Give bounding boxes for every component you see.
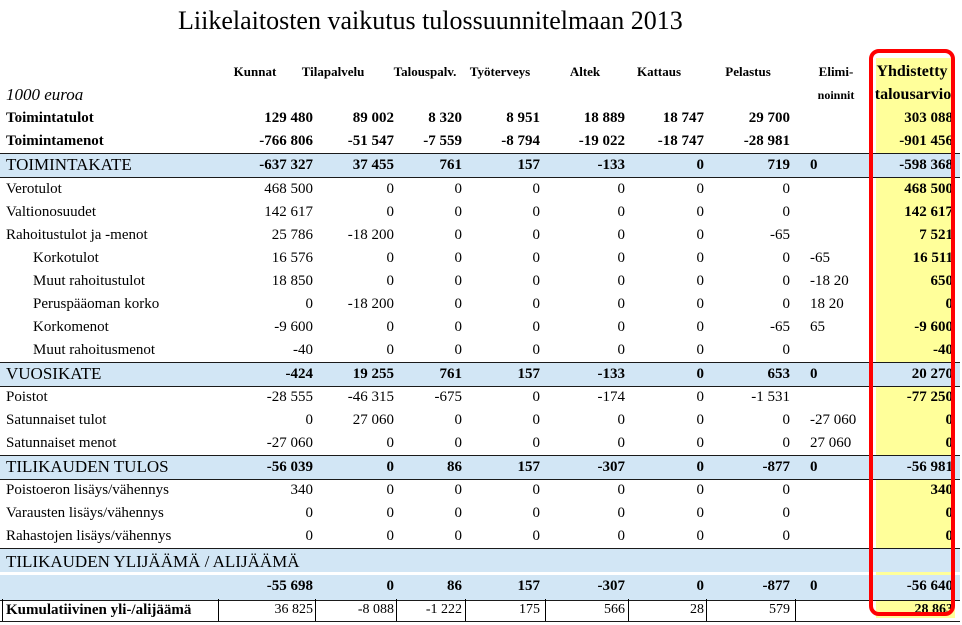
cell-kattaus: 0: [696, 296, 704, 312]
row-label: Rahoitustulot ja -menot: [6, 227, 148, 243]
cell-altek: 0: [617, 204, 625, 220]
table-row-muut-rahoitusmenot: [0, 339, 960, 362]
cell-talouspalv: 0: [454, 342, 462, 358]
unit-label: 1000 euroa: [6, 85, 84, 104]
cell-tilapalvelu: 27 060: [352, 412, 394, 428]
cell-kattaus: 0: [696, 273, 704, 289]
table-row-vuosikate: [0, 362, 960, 387]
cell-talouspalv: 0: [454, 227, 462, 243]
cell-kattaus: 0: [696, 342, 704, 358]
column-header-eliminoinnit: Elimi-: [818, 64, 854, 79]
cell-divider: [628, 599, 629, 621]
cell-tilapalvelu: 0: [386, 273, 394, 289]
cell-altek: 0: [617, 412, 625, 428]
cell-kattaus: 0: [696, 435, 704, 451]
cell-divider: [795, 599, 796, 621]
row-label: Peruspääoman korko: [33, 296, 160, 312]
cell-pelastus: -65: [770, 319, 790, 335]
cell-kattaus: 0: [696, 181, 704, 197]
cell-divider: [706, 599, 707, 621]
cell-talouspalv: 86: [447, 578, 462, 594]
cell-pelastus: 0: [782, 528, 790, 544]
cell-pelastus: -877: [762, 459, 790, 475]
cell-tilapalvelu: 0: [386, 482, 394, 498]
table-row-satunnaiset-menot: [0, 432, 960, 455]
cell-kunnat: 36 825: [274, 602, 313, 617]
cell-pelastus: 0: [782, 505, 790, 521]
cell-kattaus: 0: [696, 227, 704, 243]
column-header-altek: Altek: [569, 64, 601, 79]
cell-altek: 18 889: [583, 110, 625, 126]
cell-altek: -307: [597, 578, 625, 594]
cell-tilapalvelu: 0: [386, 505, 394, 521]
cell-altek: 0: [617, 435, 625, 451]
row-label: VUOSIKATE: [6, 364, 102, 383]
cell-yhdistetty: -40: [933, 342, 953, 358]
cell-kattaus: 0: [696, 482, 704, 498]
cell-altek: 0: [617, 342, 625, 358]
cell-yhdistetty: -56 981: [906, 459, 953, 475]
table-row-poistot: [0, 386, 960, 410]
cell-kattaus: 0: [696, 505, 704, 521]
cell-tyoterveys: 8 951: [506, 110, 540, 126]
cell-kattaus: 0: [696, 157, 704, 173]
cell-altek: 0: [617, 319, 625, 335]
cell-pelastus: 29 700: [748, 110, 790, 126]
cell-yhdistetty: 0: [945, 505, 953, 521]
cell-tyoterveys: 0: [532, 389, 540, 405]
cell-pelastus: 719: [767, 157, 790, 173]
cell-pelastus: 0: [782, 412, 790, 428]
table-row-poistoeron-lisays: [0, 479, 960, 503]
cell-pelastus: -28 981: [743, 133, 790, 149]
cell-tyoterveys: 0: [532, 296, 540, 312]
cell-talouspalv: 86: [447, 459, 462, 475]
cell-yhdistetty: -56 640: [906, 578, 953, 594]
cell-kunnat: -28 555: [266, 389, 313, 405]
cell-kunnat: -424: [285, 366, 313, 382]
cell-kunnat: -766 806: [259, 133, 313, 149]
cell-divider: [396, 599, 397, 621]
cell-kattaus: 0: [696, 366, 704, 382]
cell-altek: 0: [617, 528, 625, 544]
table-row-peruspaaoman-korko: [0, 293, 960, 316]
cell-pelastus: 579: [769, 602, 790, 617]
cell-kattaus: 0: [696, 204, 704, 220]
cell-tilapalvelu: -18 200: [347, 296, 394, 312]
cell-kunnat: -9 600: [274, 319, 313, 335]
table-row-kumulatiivinen: [0, 599, 960, 622]
cell-talouspalv: 761: [439, 366, 462, 382]
cell-tyoterveys: -8 794: [501, 133, 540, 149]
cell-tyoterveys: 0: [532, 528, 540, 544]
table-row-rahoitustulot-ja-menot: [0, 224, 960, 247]
cell-tyoterveys: 157: [517, 157, 540, 173]
row-label: Varausten lisäys/vähennys: [6, 505, 164, 521]
cell-kunnat: 340: [290, 482, 313, 498]
row-label: TOIMINTAKATE: [6, 155, 132, 174]
cell-talouspalv: 0: [454, 412, 462, 428]
cell-tilapalvelu: 0: [386, 342, 394, 358]
cell-tyoterveys: 0: [532, 227, 540, 243]
cell-eliminoinnit: 65: [810, 319, 825, 335]
row-label: TILIKAUDEN TULOS: [6, 457, 169, 476]
row-label: Valtionosuudet: [6, 204, 96, 220]
cell-talouspalv: 761: [439, 157, 462, 173]
row-label: Rahastojen lisäys/vähennys: [6, 528, 172, 544]
cell-talouspalv: -675: [434, 389, 462, 405]
header-row: [0, 61, 960, 83]
row-label: Satunnaiset menot: [6, 435, 117, 451]
table-row-toimintatulot: [0, 107, 960, 130]
cell-altek: 0: [617, 482, 625, 498]
cell-tyoterveys: 0: [532, 250, 540, 266]
column-header-eliminoinnit-line2: noinnit: [817, 88, 855, 102]
cell-kunnat: 0: [305, 412, 313, 428]
cell-divider: [218, 599, 219, 621]
table-row-muut-rahoitustulot: [0, 270, 960, 293]
cell-tilapalvelu: -18 200: [347, 227, 394, 243]
table-row-tilikauden-tulos: [0, 455, 960, 480]
cell-kattaus: 0: [696, 459, 704, 475]
cell-pelastus: 0: [782, 181, 790, 197]
cell-yhdistetty: -9 600: [914, 319, 953, 335]
row-label: Korkotulot: [33, 250, 99, 266]
cell-yhdistetty: 0: [945, 296, 953, 312]
cell-kattaus: -18 747: [657, 133, 704, 149]
row-label: Kumulatiivinen yli-/alijäämä: [6, 602, 192, 618]
table-row-rahastojen-lisays: [0, 525, 960, 548]
column-header-talouspalv: Talouspalv.: [393, 64, 457, 79]
cell-pelastus: 0: [782, 342, 790, 358]
cell-talouspalv: -7 559: [423, 133, 462, 149]
cell-talouspalv: 8 320: [428, 110, 462, 126]
cell-kunnat: 25 786: [271, 227, 313, 243]
cell-yhdistetty: 650: [930, 273, 953, 289]
cell-talouspalv: 0: [454, 528, 462, 544]
table-row-valtionosuudet: [0, 201, 960, 224]
cell-kunnat: -40: [293, 342, 313, 358]
cell-talouspalv: 0: [454, 482, 462, 498]
cell-altek: 0: [617, 181, 625, 197]
cell-tyoterveys: 0: [532, 342, 540, 358]
cell-pelastus: 0: [782, 273, 790, 289]
cell-pelastus: -1 531: [751, 389, 790, 405]
row-label: Satunnaiset tulot: [6, 412, 107, 428]
cell-altek: 0: [617, 296, 625, 312]
cell-yhdistetty: 28 863: [914, 602, 953, 617]
cell-tilapalvelu: 19 255: [352, 366, 394, 382]
cell-tilapalvelu: 0: [386, 578, 394, 594]
cell-tyoterveys: 175: [519, 602, 540, 617]
cell-yhdistetty: 7 521: [919, 227, 953, 243]
cell-altek: 0: [617, 273, 625, 289]
cell-kunnat: 16 576: [271, 250, 313, 266]
cell-tilapalvelu: 0: [386, 459, 394, 475]
cell-kattaus: 0: [696, 319, 704, 335]
cell-tilapalvelu: 89 002: [352, 110, 394, 126]
cell-eliminoinnit: 0: [810, 578, 818, 594]
table-row-satunnaiset-tulot: [0, 409, 960, 432]
cell-tyoterveys: 0: [532, 435, 540, 451]
table-row-tilikauden-ylijaama-values: [0, 575, 960, 601]
cell-kattaus: 0: [696, 389, 704, 405]
cell-tyoterveys: 157: [517, 578, 540, 594]
cell-eliminoinnit: 18 20: [810, 296, 844, 312]
cell-yhdistetty: -901 456: [899, 133, 953, 149]
cell-pelastus: 0: [782, 435, 790, 451]
cell-kunnat: 142 617: [264, 204, 313, 220]
cell-pelastus: 0: [782, 482, 790, 498]
row-label: Toimintatulot: [6, 110, 94, 126]
header-row-2: [0, 84, 960, 106]
table-row-korkomenot: [0, 316, 960, 339]
cell-altek: 0: [617, 250, 625, 266]
cell-tilapalvelu: 37 455: [352, 157, 394, 173]
cell-talouspalv: 0: [454, 204, 462, 220]
cell-tyoterveys: 0: [532, 412, 540, 428]
cell-eliminoinnit: 0: [810, 157, 818, 173]
cell-kunnat: -637 327: [259, 157, 313, 173]
cell-kunnat: 129 480: [264, 110, 313, 126]
cell-tyoterveys: 157: [517, 366, 540, 382]
cell-yhdistetty: 0: [945, 528, 953, 544]
column-header-tilapalvelu: Tilapalvelu: [301, 64, 365, 79]
cell-talouspalv: 0: [454, 435, 462, 451]
cell-pelastus: -877: [762, 578, 790, 594]
cell-eliminoinnit: -65: [810, 250, 830, 266]
cell-tilapalvelu: -51 547: [347, 133, 394, 149]
cell-eliminoinnit: 0: [810, 366, 818, 382]
cell-tyoterveys: 0: [532, 273, 540, 289]
cell-tilapalvelu: -46 315: [347, 389, 394, 405]
column-header-tyoterveys: Työterveys: [469, 64, 531, 79]
cell-tyoterveys: 0: [532, 181, 540, 197]
cell-yhdistetty: 16 511: [912, 250, 953, 266]
cell-kunnat: 0: [305, 296, 313, 312]
cell-altek: 0: [617, 505, 625, 521]
cell-pelastus: 0: [782, 250, 790, 266]
table-row-verotulot: [0, 178, 960, 202]
cell-tilapalvelu: 0: [386, 250, 394, 266]
cell-talouspalv: 0: [454, 273, 462, 289]
cell-kattaus: 0: [696, 412, 704, 428]
cell-eliminoinnit: -18 20: [810, 273, 849, 289]
column-header-pelastus: Pelastus: [725, 64, 771, 79]
cell-talouspalv: 0: [454, 250, 462, 266]
cell-altek: -133: [597, 366, 625, 382]
cell-divider: [545, 599, 546, 621]
column-header-kunnat: Kunnat: [233, 64, 277, 79]
cell-tilapalvelu: 0: [386, 204, 394, 220]
column-header-kattaus: Kattaus: [636, 64, 682, 79]
cell-divider: [2, 599, 3, 621]
row-label: Muut rahoitusmenot: [33, 342, 156, 358]
table-row-korkotulot: [0, 247, 960, 270]
cell-tilapalvelu: 0: [386, 528, 394, 544]
page-title: Liikelaitosten vaikutus tulossuunnitelmaan 2013: [178, 6, 683, 35]
cell-yhdistetty: 0: [945, 435, 953, 451]
cell-yhdistetty: 340: [930, 482, 953, 498]
cell-kunnat: -56 039: [266, 459, 313, 475]
table-row-toimintamenot: [0, 130, 960, 153]
cell-kattaus: 18 747: [662, 110, 704, 126]
cell-talouspalv: -1 222: [425, 602, 462, 617]
cell-eliminoinnit: -27 060: [810, 412, 857, 428]
cell-eliminoinnit: 0: [810, 459, 818, 475]
cell-kunnat: -27 060: [266, 435, 313, 451]
cell-yhdistetty: 468 500: [904, 181, 953, 197]
row-label: Verotulot: [6, 181, 62, 197]
cell-altek: 566: [604, 602, 625, 617]
cell-altek: -174: [597, 389, 625, 405]
cell-talouspalv: 0: [454, 505, 462, 521]
cell-kunnat: 18 850: [271, 273, 313, 289]
cell-yhdistetty: -77 250: [906, 389, 953, 405]
row-label: TILIKAUDEN YLIJÄÄMÄ / ALIJÄÄMÄ: [6, 552, 300, 571]
cell-pelastus: -65: [770, 227, 790, 243]
cell-kunnat: 468 500: [264, 181, 313, 197]
cell-kunnat: -55 698: [266, 578, 313, 594]
column-header-yhdistetty: Yhdistetty: [876, 63, 948, 80]
cell-pelastus: 0: [782, 296, 790, 312]
cell-tilapalvelu: -8 088: [357, 602, 394, 617]
cell-tilapalvelu: 0: [386, 181, 394, 197]
cell-yhdistetty: 303 088: [904, 110, 953, 126]
cell-tyoterveys: 157: [517, 459, 540, 475]
cell-talouspalv: 0: [454, 296, 462, 312]
cell-kattaus: 28: [690, 602, 704, 617]
row-label: Toimintamenot: [6, 133, 104, 149]
row-label: Poistot: [6, 389, 48, 405]
cell-pelastus: 0: [782, 204, 790, 220]
cell-yhdistetty: 0: [945, 412, 953, 428]
cell-tilapalvelu: 0: [386, 319, 394, 335]
cell-tilapalvelu: 0: [386, 435, 394, 451]
row-label: Muut rahoitustulot: [33, 273, 146, 289]
column-header-yhdistetty-line2: talousarvio: [874, 86, 952, 103]
cell-tyoterveys: 0: [532, 482, 540, 498]
table-row-tilikauden-ylijaama-label: [0, 548, 960, 572]
cell-tyoterveys: 0: [532, 505, 540, 521]
table-row-varausten-lisays: [0, 502, 960, 525]
cell-altek: 0: [617, 227, 625, 243]
cell-yhdistetty: -598 368: [899, 157, 953, 173]
cell-divider: [315, 599, 316, 621]
cell-talouspalv: 0: [454, 319, 462, 335]
cell-divider: [465, 599, 466, 621]
cell-kattaus: 0: [696, 250, 704, 266]
cell-altek: -19 022: [578, 133, 625, 149]
cell-kattaus: 0: [696, 528, 704, 544]
cell-yhdistetty: 142 617: [904, 204, 953, 220]
cell-altek: -133: [597, 157, 625, 173]
cell-tyoterveys: 0: [532, 319, 540, 335]
cell-kattaus: 0: [696, 578, 704, 594]
cell-altek: -307: [597, 459, 625, 475]
row-label: Korkomenot: [33, 319, 109, 335]
cell-tyoterveys: 0: [532, 204, 540, 220]
cell-kunnat: 0: [305, 505, 313, 521]
cell-kunnat: 0: [305, 528, 313, 544]
row-label: Poistoeron lisäys/vähennys: [6, 482, 169, 498]
cell-talouspalv: 0: [454, 181, 462, 197]
cell-eliminoinnit: 27 060: [810, 435, 852, 451]
cell-yhdistetty: 20 270: [911, 366, 953, 382]
cell-pelastus: 653: [767, 366, 790, 382]
table-row-toimintakate: [0, 153, 960, 178]
